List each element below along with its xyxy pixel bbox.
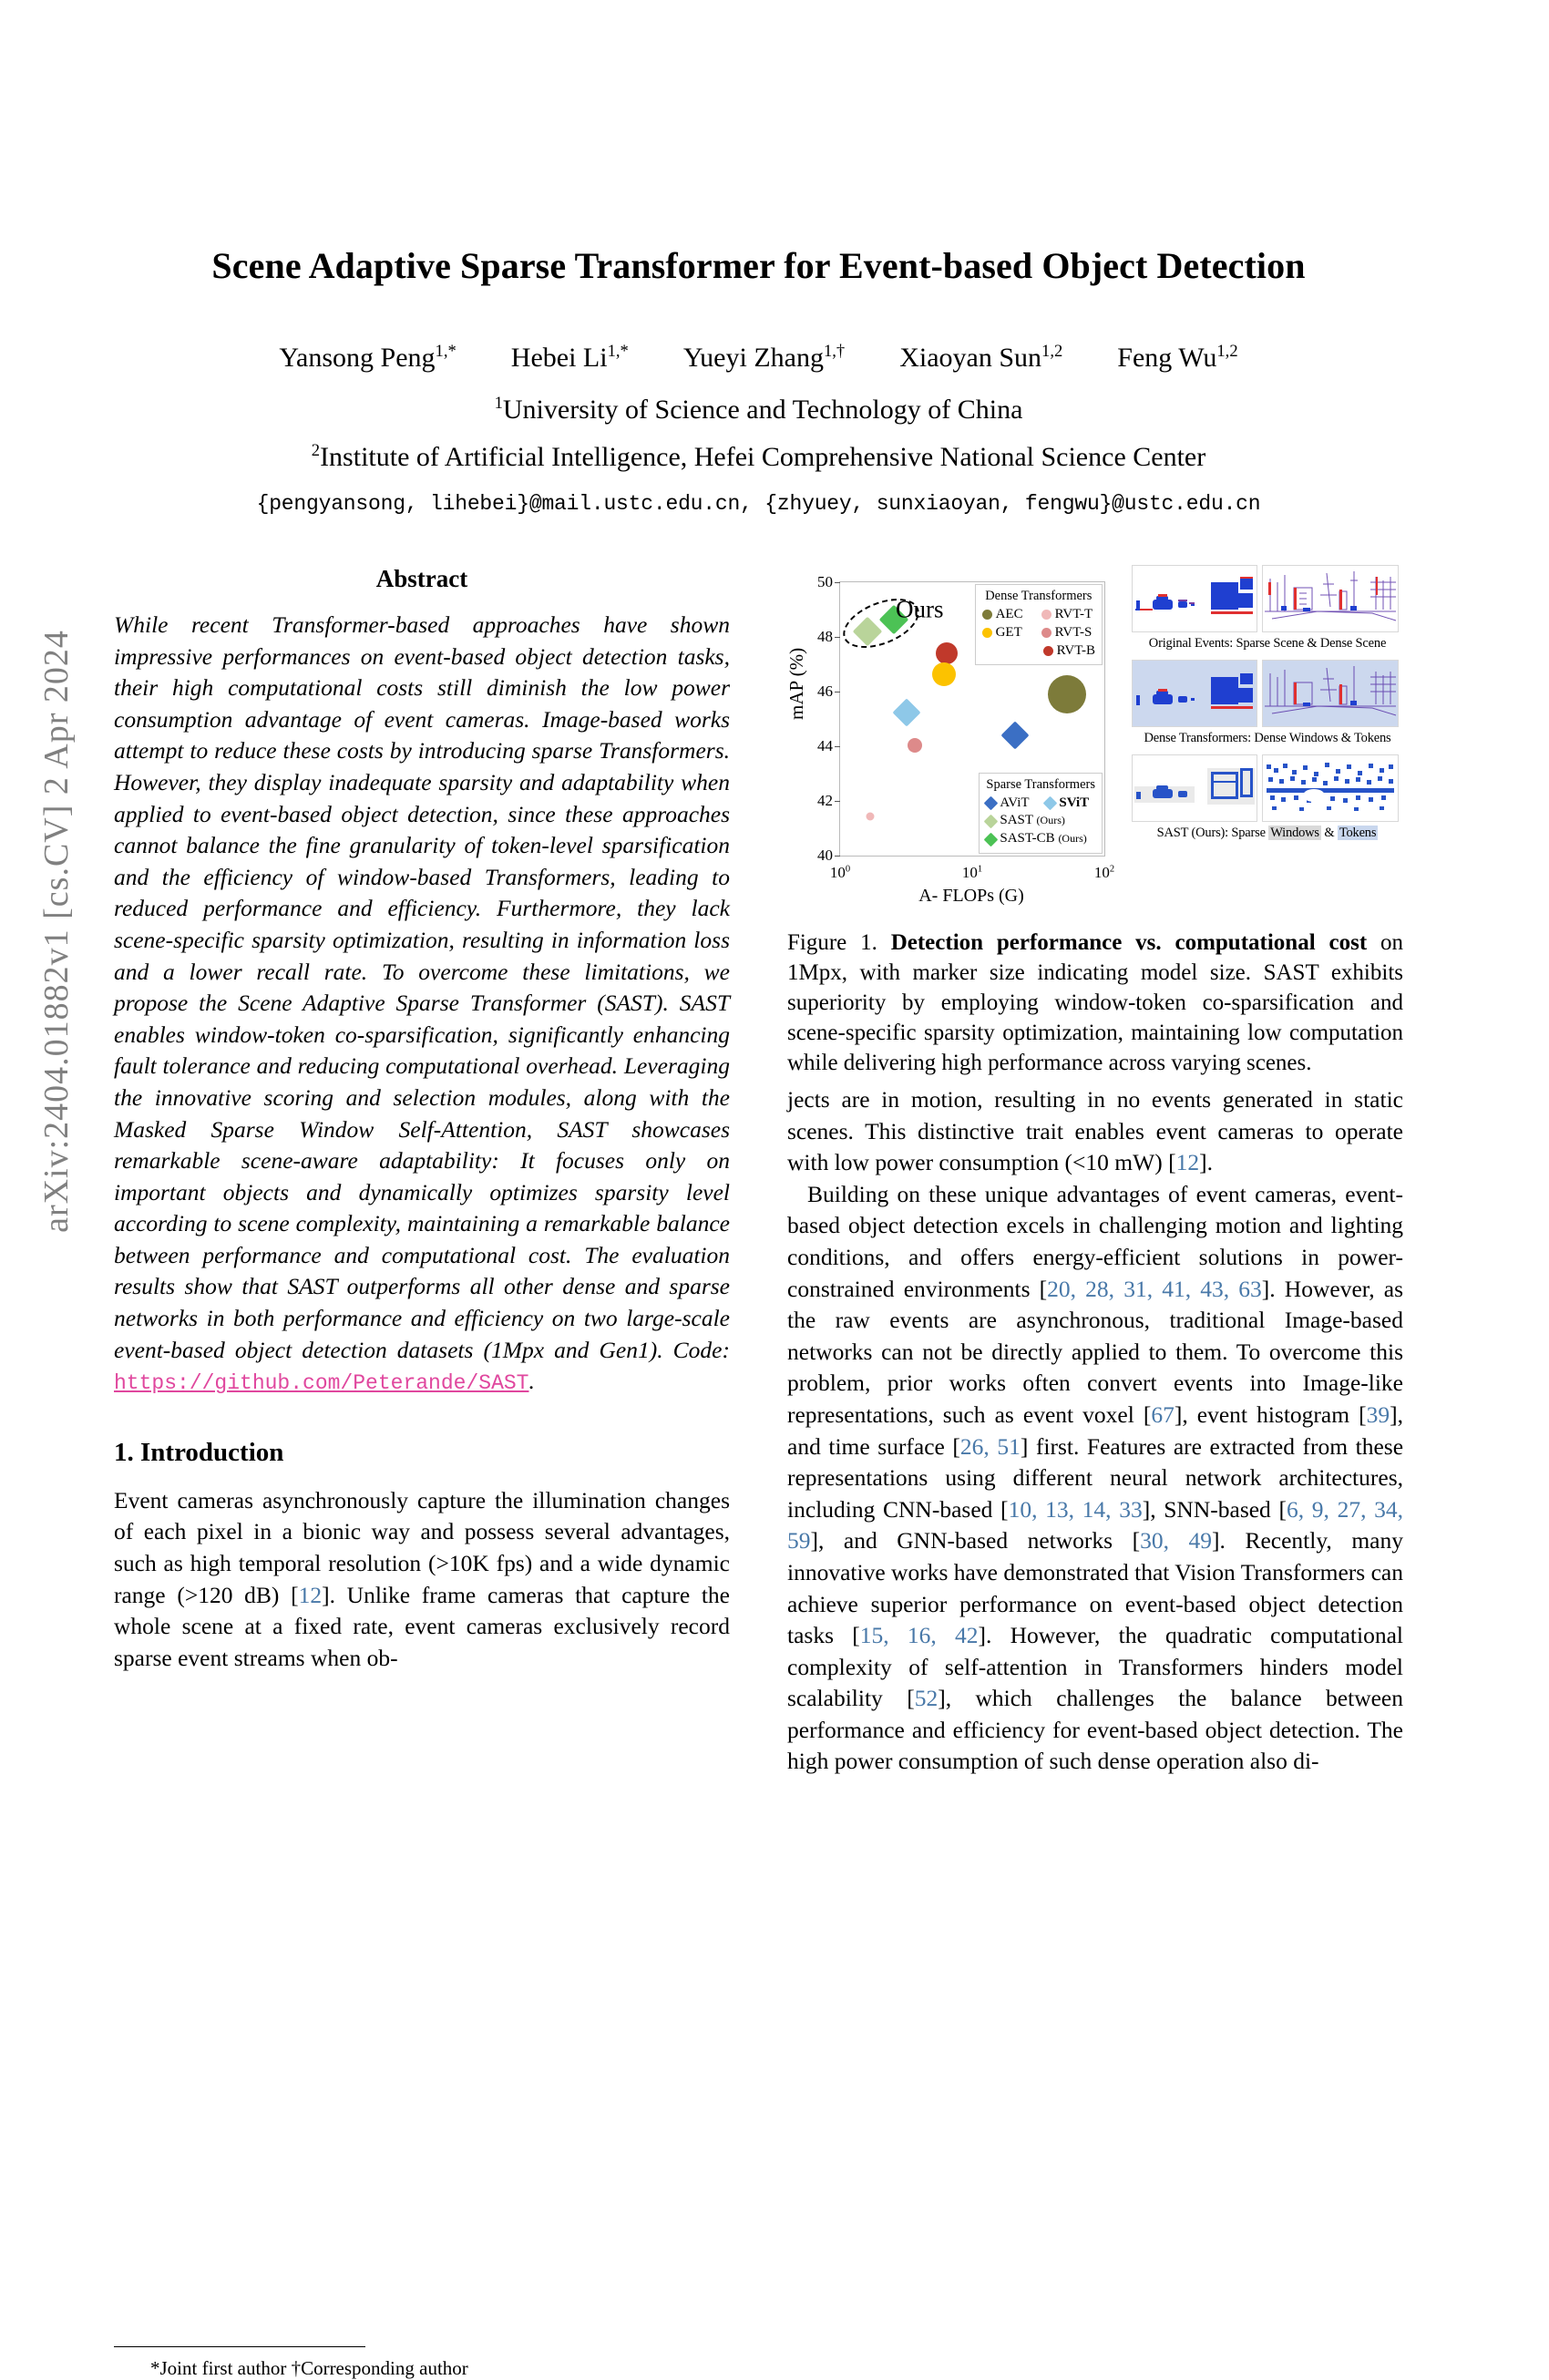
y-axis-tick-mark xyxy=(835,746,840,747)
legend-label-avit: AViT xyxy=(1000,795,1030,810)
author-entry xyxy=(279,342,456,374)
legend-label-sast: SAST (Ours) xyxy=(1000,813,1065,828)
legend-entry xyxy=(1045,795,1089,813)
text-run: ]. However, the quadratic computational complexity of self-attention in Transformers hinders model scalability [ xyxy=(787,1622,1403,1712)
original-sparse-scene-image xyxy=(1132,565,1257,632)
legend-row xyxy=(986,830,1095,848)
author-name: Hebei Li xyxy=(510,343,608,373)
citation-link[interactable]: 30, 49 xyxy=(1140,1527,1213,1554)
abstract-paragraph xyxy=(114,610,730,1400)
author-affiliation-marker: 1,2 xyxy=(1216,342,1238,361)
legend-entry xyxy=(1043,642,1095,661)
y-axis-tick-label: 40 xyxy=(817,846,833,864)
left-column xyxy=(114,565,730,2379)
caption-part: SAST (Ours): Sparse xyxy=(1156,826,1269,840)
dense-transformer-dense-scene-image xyxy=(1262,660,1399,727)
legend-bottom-right xyxy=(979,773,1103,854)
introduction-paragraph-1 xyxy=(114,1485,730,1675)
figure-caption-rest: on 1Mpx, with marker size indicating model size. SAST exhibits superiority by employing window-token co-sparsification and scene-specific sparsity optimization, maintaining low computation while delivering high performance across varying scenes. xyxy=(787,930,1403,1075)
figure-graphic xyxy=(787,565,1403,920)
affiliation-marker: 1 xyxy=(494,394,503,413)
author-emails: {pengyansong, lihebei}@mail.ustc.edu.cn, {zhyuey, sunxiaoyan, fengwu}@ustc.edu.cn xyxy=(256,492,1261,516)
strip-caption-dense-transformers: Dense Transformers: Dense Windows & Tokens xyxy=(1144,731,1391,745)
data-point-aec xyxy=(1048,675,1086,713)
paper-page xyxy=(114,0,1404,2379)
y-axis-tick-label: 48 xyxy=(817,628,833,645)
dense-transformer-sparse-scene-image xyxy=(1132,660,1257,727)
introduction-heading: 1. Introduction xyxy=(114,1437,284,1467)
data-point-svit xyxy=(893,698,921,726)
caption-part: & xyxy=(1320,826,1338,840)
caption-part-tokens: Tokens xyxy=(1339,826,1377,840)
citation-link[interactable]: 15, 16, 42 xyxy=(859,1622,979,1649)
x-axis-tick-label: $10^0$ xyxy=(829,864,851,881)
y-axis-tick-label: 46 xyxy=(817,682,833,700)
citation-link[interactable]: 52 xyxy=(914,1685,939,1712)
footnote-rule xyxy=(114,2346,365,2347)
author-list xyxy=(114,342,1403,374)
footnote-block xyxy=(114,2346,730,2380)
y-axis-tick-label: 50 xyxy=(817,573,833,590)
legend-label-rvt-b: RVT-B xyxy=(1056,642,1095,658)
legend-label-svit: SViT xyxy=(1059,795,1090,810)
author-affiliation-marker: 1,2 xyxy=(1041,342,1063,361)
author-affiliation-marker: 1,* xyxy=(435,342,456,361)
legend-entry xyxy=(1041,624,1093,642)
data-point-avit xyxy=(1000,721,1029,749)
strip-images xyxy=(1132,660,1403,727)
text-run: ]. Recently, many innovative works have demonstrated that Vision Transformers can achieve superior performance on event-based object detection tasks [ xyxy=(787,1527,1403,1649)
text-run: ], and GNN-based networks [ xyxy=(810,1527,1141,1554)
arxiv-identifier-stamp: arXiv:2404.01882v1 [cs.CV] 2 Apr 2024 xyxy=(37,630,76,1233)
strip-caption-sast xyxy=(1132,826,1403,841)
dense-scene-events-svg xyxy=(1263,566,1398,631)
legend-swatch-sast-cb xyxy=(984,832,999,846)
strip-images xyxy=(1132,565,1403,632)
abstract-text: While recent Transformer-based approaches have shown impressive performances on event-based object detection tasks, their high computational costs still diminish the low power consumption advantage of event cameras. Image-based works attempt to reduce these costs by introducing sparse Transformers. However, they display inadequate sparsity and adaptability when applied to event-based object detection, since these approaches cannot balance the fine granularity of token-level sparsification and the efficiency of window-based Transformers, leading to reduced performance and efficiency. Furthermore, they lack scene-specific sparsity optimization, resulting in information loss and a lower recall rate. To overcome these limitations, we propose the Scene Adaptive Sparse Transformer (SAST). SAST enables window-token co-sparsification, significantly enhancing fault tolerance and reducing computational overhead. Leveraging the innovative scoring and selection modules, along with the Masked Sparse Window Self-Attention, SAST showcases remarkable scene-aware adaptability: It focuses only on important objects and dynamically optimizes sparsity level according to scene complexity, maintaining a remarkable balance between performance and computational cost. The evaluation results show that SAST outperforms all other dense and sparse networks in both performance and efficiency on two large-scale event-based object detection datasets (1Mpx and Gen1). xyxy=(114,611,730,1363)
affiliation-line-2 xyxy=(114,441,1403,473)
y-axis-tick-mark xyxy=(835,801,840,802)
citation-link[interactable]: 67 xyxy=(1151,1400,1175,1428)
text-run: Building on these unique advantages of event cameras, event-based object detection excels in challenging motion and lighting conditions, and offers energy-efficient solutions in power-constrained environments [ xyxy=(787,1180,1403,1302)
author-entry xyxy=(511,342,629,374)
legend-entry xyxy=(1041,606,1093,624)
legend-label-rvt-t: RVT-T xyxy=(1054,607,1093,621)
event-visualization-strip xyxy=(1132,565,1403,849)
legend-title: Sparse Transformers xyxy=(986,776,1095,792)
intro-text-b: ]. Unlike frame cameras that capture the whole scene at a fixed rate, event cameras exclusively record sparse event streams when ob- xyxy=(114,1581,730,1671)
author-entry xyxy=(899,342,1062,374)
plot-axes-area xyxy=(817,573,1115,881)
y-axis-tick-mark xyxy=(835,582,840,583)
legend-entry xyxy=(986,812,1065,830)
text-run: ], event histogram [ xyxy=(1174,1400,1367,1428)
right-paragraph-2 xyxy=(787,1179,1403,1778)
legend-row xyxy=(982,606,1095,624)
legend-swatch-rvt-t xyxy=(1041,610,1051,620)
caption-part-windows: Windows xyxy=(1270,826,1319,840)
citation-link[interactable]: 10, 13, 14, 33 xyxy=(1008,1495,1143,1523)
citation-link[interactable]: 39 xyxy=(1366,1400,1390,1428)
text-run: ], which challenges the balance between performance and efficiency for event-based object detection. The high power consumption of such dense operation also di- xyxy=(787,1685,1403,1775)
y-axis-tick-mark xyxy=(835,637,840,638)
legend-swatch-aec xyxy=(982,610,992,620)
dense-windows-sparse-svg xyxy=(1133,661,1257,726)
original-dense-scene-image xyxy=(1262,565,1399,632)
legend-entry xyxy=(986,830,1086,848)
legend-row xyxy=(986,795,1095,813)
text-run: ] first. Features are extracted from these representations using different neural network architectures, including CNN-based [ xyxy=(787,1432,1404,1523)
right-paragraph-continued xyxy=(787,1084,1403,1179)
scatter-plot xyxy=(787,565,1126,916)
author-entry xyxy=(1117,342,1237,374)
strip-sast xyxy=(1132,754,1403,841)
legend-entry xyxy=(982,624,1038,642)
legend-entry xyxy=(986,795,1041,813)
legend-entry xyxy=(982,606,1038,624)
author-name: Feng Wu xyxy=(1117,343,1217,373)
legend-swatch-rvt-s xyxy=(1041,628,1051,638)
author-affiliation-marker: 1,* xyxy=(607,342,629,361)
legend-row xyxy=(982,642,1095,661)
figure-caption xyxy=(787,928,1403,1078)
footnote-text: *Joint first author †Corresponding author xyxy=(150,2357,468,2379)
legend-label-get: GET xyxy=(995,624,1022,640)
strip-original-events xyxy=(1132,565,1403,651)
legend-row xyxy=(982,624,1095,642)
affiliation-text: Institute of Artificial Intelligence, Hefei Comprehensive National Science Center xyxy=(320,442,1206,472)
sparse-windows-tokens-sparse-svg xyxy=(1133,755,1257,821)
author-entry xyxy=(683,342,845,374)
y-axis-tick-label: 44 xyxy=(817,737,833,754)
text-run: jects are in motion, resulting in no events generated in static scenes. This distinctive trait enables event cameras to operate with low power consumption (<10 mW) [ xyxy=(787,1086,1403,1176)
figure-number: Figure 1. xyxy=(787,930,891,955)
legend-swatch-avit xyxy=(984,796,999,811)
text-run: ], and time surface [ xyxy=(787,1400,1403,1460)
y-axis-tick-mark xyxy=(835,856,840,857)
legend-title: Dense Transformers xyxy=(985,589,1093,603)
code-repository-link[interactable]: https://github.com/Peterande/SAST xyxy=(114,1371,529,1396)
text-run: ]. However, as the raw events are asynchronous, traditional Image-based networks can not be directly applied to them. To overcome this problem, prior works often convert events into Image-like representations, such as event voxel [ xyxy=(787,1275,1404,1428)
author-name: Yueyi Zhang xyxy=(682,343,824,373)
sast-dense-scene-image xyxy=(1262,754,1399,822)
code-period: . xyxy=(528,1368,535,1395)
y-axis-tick-label: 42 xyxy=(817,792,833,809)
y-axis-label: mAP (%) xyxy=(785,647,807,720)
ours-annotation-label: Ours xyxy=(896,595,944,623)
strip-caption-original: Original Events: Sparse Scene & Dense Scene xyxy=(1148,636,1387,651)
data-point-rvt-t xyxy=(867,812,875,820)
citation-link[interactable]: 26, 51 xyxy=(959,1432,1021,1460)
legend-swatch-rvt-b xyxy=(1043,646,1053,656)
text-run: ]. xyxy=(1199,1149,1213,1176)
sparse-windows-tokens-dense-svg xyxy=(1263,755,1398,821)
strip-dense-transformers xyxy=(1132,660,1403,746)
affiliation-text: University of Science and Technology of China xyxy=(502,395,1023,425)
author-name: Xiaoyan Sun xyxy=(899,343,1042,373)
legend-swatch-get xyxy=(982,628,992,638)
citation-link[interactable]: 12 xyxy=(1175,1149,1200,1176)
x-axis-label: A- FLOPs (G) xyxy=(918,886,1024,906)
affiliation-marker: 2 xyxy=(311,441,321,460)
citation-link[interactable]: 20, 28, 31, 41, 43, 63 xyxy=(1047,1275,1262,1302)
legend-row xyxy=(986,812,1095,830)
data-point-rvt-b xyxy=(936,642,958,664)
dense-windows-dense-svg xyxy=(1263,661,1398,726)
sast-sparse-scene-image xyxy=(1132,754,1257,822)
page-title: Scene Adaptive Sparse Transformer for Event-based Object Detection xyxy=(211,245,1306,286)
citation-link[interactable]: 12 xyxy=(298,1581,323,1608)
x-axis-tick-label: $10^2$ xyxy=(1093,864,1115,881)
legend-label-aec: AEC xyxy=(995,607,1023,621)
author-name: Yansong Peng xyxy=(279,343,436,373)
legend-label-sast-cb: SAST-CB (Ours) xyxy=(1000,831,1087,846)
intro-text-a: Event cameras asynchronously capture the illumination changes of each pixel in a bionic way and possess several advantages, such as high temporal resolution (>10K fps) and a wide dynamic range (>120 dB) [ xyxy=(114,1486,730,1608)
code-label: Code: xyxy=(672,1336,730,1363)
affiliation-line-1 xyxy=(114,394,1403,426)
figure-caption-bold: Detection performance vs. computational cost xyxy=(890,930,1368,955)
legend-top-right xyxy=(975,584,1103,665)
legend-swatch-svit xyxy=(1043,796,1058,811)
data-point-get xyxy=(932,662,956,686)
right-column xyxy=(787,1084,1403,1778)
text-run: ], SNN-based [ xyxy=(1142,1495,1287,1523)
citation-link[interactable]: 6, 9, 27, 34, 59 xyxy=(787,1495,1403,1554)
data-point-rvt-s xyxy=(908,738,922,753)
x-axis-tick-label: $10^1$ xyxy=(961,864,983,881)
legend-label-rvt-s: RVT-S xyxy=(1054,624,1093,640)
abstract-heading: Abstract xyxy=(375,565,468,592)
figure-1 xyxy=(785,565,1403,1075)
sparse-scene-events-svg xyxy=(1133,566,1257,631)
strip-images xyxy=(1132,754,1403,822)
legend-swatch-sast xyxy=(984,815,999,829)
author-affiliation-marker: 1,† xyxy=(823,342,846,361)
